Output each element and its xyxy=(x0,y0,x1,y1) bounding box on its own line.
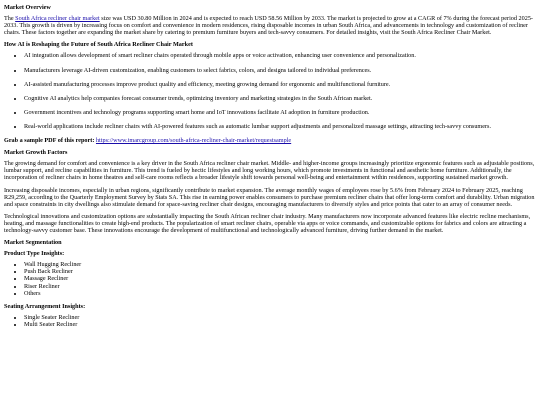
ai-list xyxy=(4,52,536,130)
ai-list-item: • AI-assisted manufacturing processes improve product quality and efficiency, meeting growing demand for ergonomic and multifunctional furniture. xyxy=(24,81,536,88)
ai-list-item: • Cognitive AI analytics help companies forecast consumer trends, optimizing inventory and marketing strategies in the South African market. xyxy=(24,95,536,102)
growth-paragraph: The growing demand for comfort and convenience is a key driver in the South Africa recliner chair market. Middle- and higher-income groups increasingly prioritize ergonomic features such as adjustable positions, lumbar support, and recline capabilities in furniture. This trend is fueled by hectic lifestyles and long working hours, which promote investments in functional and aesthetic home furniture. Additionally, the incorporation of recliner chairs in home theatres and self-care rooms reflects a broader lifestyle shift towards personal well-being and entertainment within residences, supporting sustained market growth. xyxy=(4,160,535,182)
product-type-item: • Others xyxy=(24,290,536,297)
seating-heading: Seating Arrangement Insights: xyxy=(4,302,86,310)
overview-paragraph xyxy=(4,15,536,36)
overview-text-pre: The xyxy=(4,15,16,23)
product-type-item: • Wall Hugging Recliner xyxy=(24,261,536,268)
sample-line xyxy=(4,137,536,144)
growth-paragraph: Increasing disposable incomes, especially in urban regions, significantly contribute to market expansion. The average monthly wages of employees rose by 5.6% from February 2024 to February 2025, reaching R29,259, according to the Quarterly Employment Survey by Stats SA. This rise in earning power enables consumers to purchase premium recliner chairs that offer long-term comfort and durability. Urban migration and space constraints in city dwellings also stimulate demand for space-saving recliner chair designs, encouraging manufacturers to diversify styles and price points that cater to an array of consumer needs. xyxy=(4,186,535,208)
ai-list-item: • Real-world applications include recliner chairs with AI-powered features such as automatic lumbar support adjustments and personalized massage settings, attracting tech-savvy consumers. xyxy=(24,123,536,130)
ai-list-item: • AI integration allows development of smart recliner chairs operated through mobile apps or voice activation, enhancing user convenience and personalization. xyxy=(24,52,536,59)
overview-heading: Market Overview xyxy=(4,4,51,11)
sample-link[interactable]: https://www.imarcgroup.com/south-africa-recliner-chair-market/requestsample xyxy=(95,137,292,145)
overview-text-post: size was USD 30.80 Million in 2024 and is expected to reach USD 58.56 Million by 2033. The market is projected to grow at a CAGR of 7% during the forecast period 2025-2033. This growth is driven by increasing focus on comfort and convenience in modern residences, rising disposable incomes in urban South Africa, and advancements in technology and customization of recliner chairs. These factors together are expanding the market share by catering to premium furniture buyers and tech-savvy consumers. For detailed insights, visit the South Africa Recliner Chair Market. xyxy=(4,15,533,37)
seating-list xyxy=(4,314,536,328)
ai-section-heading: How AI is Reshaping the Future of South Africa Recliner Chair Market xyxy=(4,41,193,49)
ai-list-item: • Government incentives and technology programs supporting smart home and IoT innovations facilitate AI adoption in furniture production. xyxy=(24,109,536,116)
ai-list-item: • Manufacturers leverage AI-driven customization, enabling customers to select fabrics, colors, and designs tailored to individual preferences. xyxy=(24,67,536,74)
product-type-heading: Product Type Insights: xyxy=(4,250,65,258)
seating-item: • Single Seater Recliner xyxy=(24,314,536,321)
sample-label: Grab a sample PDF of this report: xyxy=(4,137,95,145)
product-type-item: • Massage Recliner xyxy=(24,275,536,282)
market-link[interactable]: South Africa recliner chair market xyxy=(15,15,100,23)
product-type-list xyxy=(4,261,536,296)
segmentation-heading: Market Segmentation xyxy=(4,239,62,247)
product-type-item: • Riser Recliner xyxy=(24,283,536,290)
growth-paragraph: Technological innovations and customization options are substantially impacting the South African recliner chair industry. Many manufacturers now incorporate advanced features like electric recline mechanisms, heating, and massage functionalities to create high-end products. The popularization of smart recliner chairs, operable via apps or voice commands, and customizable options for fabrics and colors are attracting a technology-savvy customer base. These innovations encourage the development of multifunctional and technologically advanced furniture, driving further demand in the market. xyxy=(4,212,531,234)
product-type-item: • Push Back Recliner xyxy=(24,268,536,275)
growth-heading: Market Growth Factors xyxy=(4,149,68,157)
seating-item: • Multi Seater Recliner xyxy=(24,321,536,328)
